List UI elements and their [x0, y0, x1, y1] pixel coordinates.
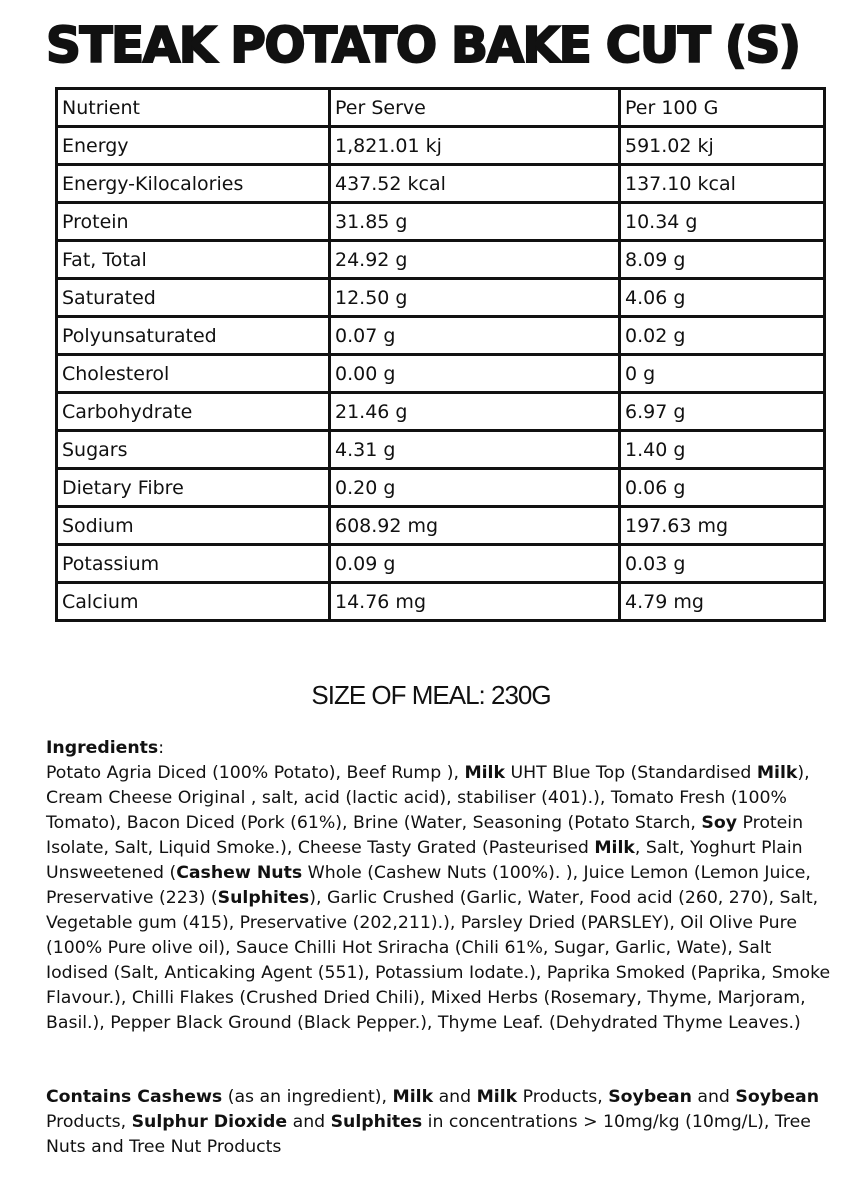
- cell-nutrient: Carbohydrate: [57, 393, 330, 431]
- bold-text-segment: Milk: [756, 763, 798, 783]
- cell-nutrient: Calcium: [57, 583, 330, 621]
- text-segment: Protein Isolate, Salt, Liquid Smoke.), Cheese Tasty Grated (Pasteurised: [46, 813, 804, 858]
- cell-per-100g: 591.02 kj: [620, 127, 825, 165]
- cell-per-100g: 0.03 g: [620, 545, 825, 583]
- nutrition-table-body: [57, 89, 825, 621]
- text-segment: Potato Agria Diced (100% Potato), Beef Rump ),: [46, 763, 465, 783]
- table-header-row: [57, 89, 825, 127]
- text-segment: and: [287, 1112, 331, 1132]
- cell-per-100g: 0 g: [620, 355, 825, 393]
- ingredients-section: [46, 736, 836, 1036]
- text-segment: ), Cream Cheese Original , salt, acid (lactic acid), stabiliser (401).), Tomato Fresh (100% Tomato), Bacon Diced (Pork (61%), Brine (Water, Seasoning (Potato Starch,: [46, 763, 810, 833]
- cell-per-100g: 197.63 mg: [620, 507, 825, 545]
- bold-text-segment: Milk: [464, 763, 505, 783]
- cell-nutrient: Fat, Total: [57, 241, 330, 279]
- text-segment: and: [691, 1087, 736, 1107]
- text-segment: , Salt, Yoghurt Plain Unsweetened (: [46, 838, 803, 883]
- cell-nutrient: Energy-Kilocalories: [57, 165, 330, 203]
- cell-per-100g: 137.10 kcal: [620, 165, 825, 203]
- text-segment: UHT Blue Top (Standardised: [504, 763, 757, 783]
- cell-per-100g: 10.34 g: [620, 203, 825, 241]
- bold-text-segment: Sulphites: [217, 888, 310, 908]
- cell-per-100g: 8.09 g: [620, 241, 825, 279]
- bold-text-segment: Contains Cashews: [46, 1087, 223, 1107]
- table-row: [57, 317, 825, 355]
- bold-text-segment: Soybean: [735, 1087, 820, 1107]
- cell-nutrient: Polyunsaturated: [57, 317, 330, 355]
- cell-per-serve: 14.76 mg: [330, 583, 620, 621]
- text-segment: Whole (Cashew Nuts (100%). ), Juice Lemon (Lemon Juice, Preservative (223) (: [46, 863, 811, 908]
- cell-per-100g: 0.02 g: [620, 317, 825, 355]
- cell-per-serve: 608.92 mg: [330, 507, 620, 545]
- meal-size: SIZE OF MEAL: 230G: [311, 680, 551, 710]
- table-row: [57, 355, 825, 393]
- ingredients-heading: Ingredients:: [46, 738, 165, 758]
- cell-nutrient: Dietary Fibre: [57, 469, 330, 507]
- table-row: [57, 203, 825, 241]
- table-row: [57, 279, 825, 317]
- cell-nutrient: Protein: [57, 203, 330, 241]
- text-segment: and: [433, 1087, 477, 1107]
- bold-text-segment: Cashew Nuts: [176, 863, 303, 883]
- cell-per-serve: 31.85 g: [330, 203, 620, 241]
- bold-text-segment: Milk: [476, 1087, 518, 1107]
- header-nutrient: Nutrient: [57, 89, 330, 127]
- text-segment: Products,: [46, 1112, 132, 1132]
- cell-per-100g: 4.79 mg: [620, 583, 825, 621]
- text-segment: Products,: [517, 1087, 609, 1107]
- ingredients-text: [46, 761, 836, 1036]
- cell-nutrient: Saturated: [57, 279, 330, 317]
- cell-per-serve: 4.31 g: [330, 431, 620, 469]
- nutrition-table: [55, 87, 826, 622]
- bold-text-segment: Sulphites: [330, 1112, 423, 1132]
- cell-nutrient: Potassium: [57, 545, 330, 583]
- page-title: STEAK POTATO BAKE CUT (S): [46, 17, 800, 74]
- text-segment: ), Garlic Crushed (Garlic, Water, Food acid (260, 270), Salt, Vegetable gum (415), Preservative (202,211).), Parsley Dried (PARSLEY), Oil Olive Pure (100% Pure olive oil), Sauce Chilli Hot Sriracha (Chili 61%, Sugar, Garlic, Wate), Salt Iodised (Salt, Anticaking Agent (551), Potassium Iodate.), Paprika Smoked (Paprika, Smoke Flavour.), Chilli Flakes (Crushed Dried Chili), Mixed Herbs (Rosemary, Thyme, Marjoram, Basil.), Pepper Black Ground (Black Pepper.), Thyme Leaf. (Dehydrated Thyme Leaves.): [46, 888, 831, 1033]
- cell-nutrient: Sodium: [57, 507, 330, 545]
- cell-nutrient: Sugars: [57, 431, 330, 469]
- bold-text-segment: Soybean: [608, 1087, 692, 1107]
- table-row: [57, 127, 825, 165]
- cell-per-100g: 6.97 g: [620, 393, 825, 431]
- header-per-serve: Per Serve: [330, 89, 620, 127]
- cell-per-serve: 1,821.01 kj: [330, 127, 620, 165]
- cell-per-serve: 0.07 g: [330, 317, 620, 355]
- table-row: [57, 241, 825, 279]
- allergen-text: [46, 1085, 836, 1160]
- table-row: [57, 507, 825, 545]
- cell-per-serve: 24.92 g: [330, 241, 620, 279]
- table-row: [57, 583, 825, 621]
- bold-text-segment: Milk: [594, 838, 635, 858]
- cell-nutrient: Energy: [57, 127, 330, 165]
- cell-per-serve: 0.20 g: [330, 469, 620, 507]
- cell-per-serve: 12.50 g: [330, 279, 620, 317]
- allergen-statement: [46, 1085, 836, 1160]
- ingredients-label: Ingredients: [46, 738, 159, 758]
- table-row: [57, 431, 825, 469]
- cell-per-100g: 0.06 g: [620, 469, 825, 507]
- bold-text-segment: Milk: [392, 1087, 434, 1107]
- header-per-100g: Per 100 G: [620, 89, 825, 127]
- bold-text-segment: Soy: [701, 813, 737, 833]
- table-row: [57, 545, 825, 583]
- text-segment: (as an ingredient),: [222, 1087, 393, 1107]
- text-segment: in concentrations > 10mg/kg (10mg/L), Tree Nuts and Tree Nut Products: [46, 1112, 811, 1157]
- table-row: [57, 393, 825, 431]
- cell-per-100g: 4.06 g: [620, 279, 825, 317]
- cell-nutrient: Cholesterol: [57, 355, 330, 393]
- cell-per-serve: 437.52 kcal: [330, 165, 620, 203]
- cell-per-serve: 21.46 g: [330, 393, 620, 431]
- table-row: [57, 165, 825, 203]
- cell-per-100g: 1.40 g: [620, 431, 825, 469]
- table-row: [57, 469, 825, 507]
- bold-text-segment: Sulphur Dioxide: [131, 1112, 288, 1132]
- cell-per-serve: 0.00 g: [330, 355, 620, 393]
- cell-per-serve: 0.09 g: [330, 545, 620, 583]
